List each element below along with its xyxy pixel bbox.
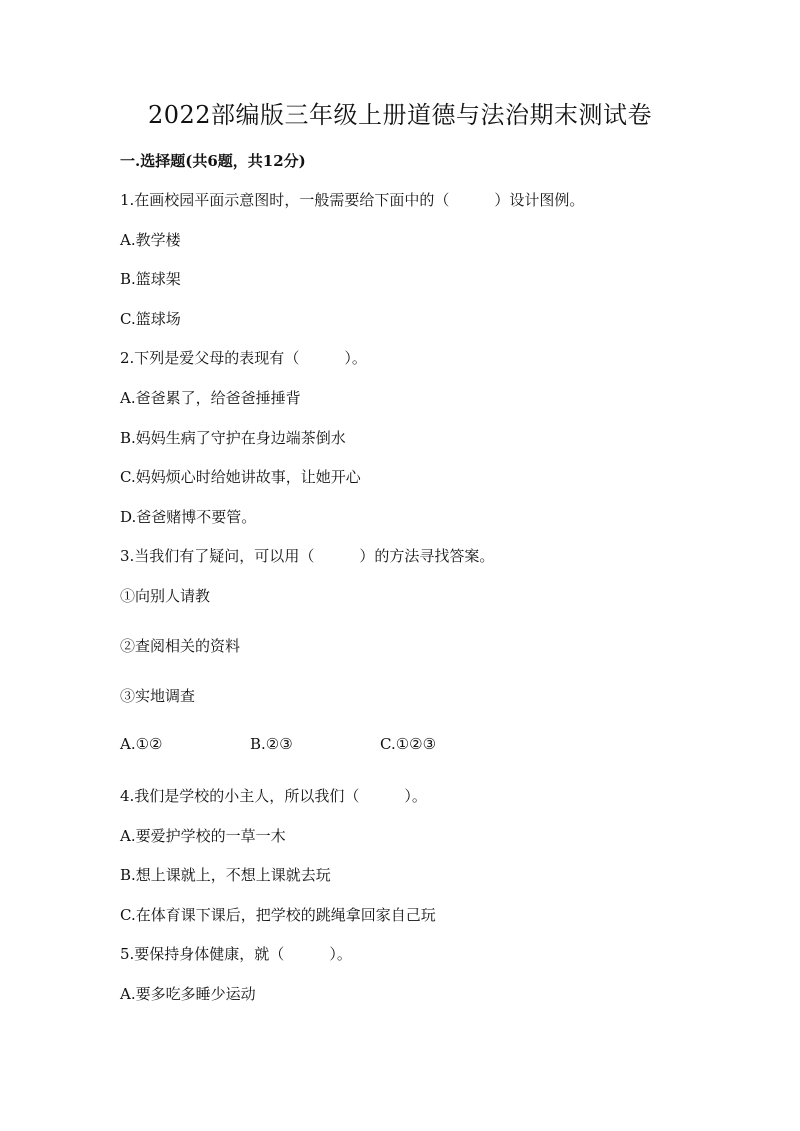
question-3-stem: 3.当我们有了疑问，可以用（ ）的方法寻找答案。 — [120, 547, 495, 565]
question-2-option-c: C.妈妈烦心时给她讲故事，让她开心 — [120, 468, 361, 486]
question-1-option-b: B.篮球架 — [120, 270, 181, 288]
question-1-stem: 1.在画校园平面示意图时，一般需要给下面中的（ ）设计图例。 — [120, 191, 585, 209]
question-4-stem: 4.我们是学校的小主人，所以我们（ ）。 — [120, 787, 427, 805]
question-3-option-c: C.①②③ — [380, 735, 437, 753]
question-2-option-b: B.妈妈生病了守护在身边端茶倒水 — [120, 429, 346, 447]
section-heading: 一.选择题(共6题，共12分) — [120, 152, 306, 170]
question-5-stem: 5.要保持身体健康，就（ ）。 — [120, 945, 352, 963]
question-5-option-a: A.要多吃多睡少运动 — [120, 985, 256, 1003]
question-4-option-c: C.在体育课下课后，把学校的跳绳拿回家自己玩 — [120, 906, 436, 924]
question-1-option-c: C.篮球场 — [120, 310, 181, 328]
page-title: 2022部编版三年级上册道德与法治期末测试卷 — [147, 101, 653, 129]
question-2-option-a: A.爸爸累了，给爸爸捶捶背 — [120, 389, 301, 407]
question-3-item-3: ③实地调查 — [120, 687, 196, 705]
question-3-option-a: A.①② — [120, 735, 163, 753]
question-4-option-a: A.要爱护学校的一草一木 — [120, 827, 286, 845]
question-2-stem: 2.下列是爱父母的表现有（ ）。 — [120, 349, 367, 367]
question-3-item-2: ②查阅相关的资料 — [120, 637, 241, 655]
question-4-option-b: B.想上课就上，不想上课就去玩 — [120, 866, 331, 884]
question-1-option-a: A.教学楼 — [120, 231, 181, 249]
question-2-option-d: D.爸爸赌博不要管。 — [120, 508, 257, 526]
question-3-option-b: B.②③ — [250, 735, 293, 753]
question-3-item-1: ①向别人请教 — [120, 587, 211, 605]
